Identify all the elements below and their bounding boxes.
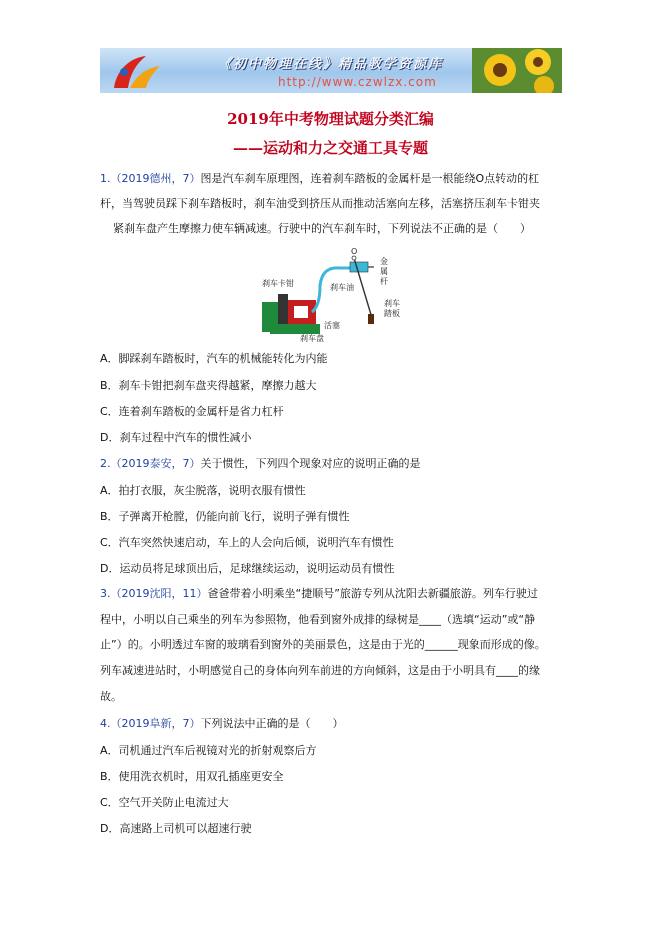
q3-line-1 <box>100 587 538 601</box>
q1-line-2: 杆，当驾驶员踩下刹车踏板时，刹车油受到挤压从而推动活塞向左移，活塞挤压刹车卡钳夹 <box>100 197 540 210</box>
brake-pedal-shape <box>368 314 374 324</box>
banner-url: http://www.czwlzx.com <box>278 75 437 89</box>
q1-text-1: 图是汽车刹车原理图，连着刹车踏板的金属杆是一根能绕O点转动的杠 <box>200 172 540 185</box>
page-title: 2019年中考物理试题分类汇编 <box>227 110 434 128</box>
q1-source: （2019德州，7） <box>110 172 201 185</box>
diagram-label-disc: 刹车盘 <box>300 334 324 343</box>
q3-line-5: 故。 <box>100 690 122 703</box>
diagram-label-pedal-1: 刹车 <box>384 299 400 308</box>
q2-source: （2019泰安，7） <box>110 457 201 470</box>
q2-option-b: B．子弹离开枪膛，仍能向前飞行，说明子弹有惯性 <box>100 510 350 523</box>
q2-number: 2. <box>100 457 111 470</box>
diagram-label-rod-3: 杆 <box>380 277 388 286</box>
pivot-point-shape <box>352 256 356 260</box>
header-banner <box>100 48 562 93</box>
diagram-label-pedal-2: 踏板 <box>384 309 400 318</box>
q1-option-d: D．刹车过程中汽车的惯性减小 <box>100 431 252 444</box>
q4-stem <box>100 717 344 731</box>
q1-option-a: A．脚踩刹车踏板时，汽车的机械能转化为内能 <box>100 352 328 365</box>
q4-option-b: B．使用洗衣机时，用双孔插座更安全 <box>100 770 284 783</box>
q3-number: 3. <box>100 587 111 600</box>
diagram-label-oil: 刹车油 <box>330 283 354 292</box>
diagram-label-o: O <box>351 247 358 256</box>
q1-line-1 <box>100 172 539 186</box>
sunflower-icon <box>472 48 562 93</box>
q2-option-a: A．拍打衣服，灰尘脱落，说明衣服有惯性 <box>100 484 306 497</box>
q4-number: 4. <box>100 717 111 730</box>
q1-line-3: 紧刹车盘产生摩擦力使车辆减速。行驶中的汽车刹车时，下列说法不正确的是（ ） <box>113 222 531 235</box>
q4-text: 下列说法中正确的是（ ） <box>200 717 344 730</box>
q3-line-4: 列车减速进站时，小明感觉自己的身体向列车前进的方向倾斜，这是由于小明具有____的缘 <box>100 664 540 677</box>
q3-source: （2019沈阳，11） <box>110 587 208 600</box>
q4-source: （2019阜新，7） <box>110 717 201 730</box>
q2-text: 关于惯性，下列四个现象对应的说明正确的是 <box>200 457 421 470</box>
q1-option-c: C．连着刹车踏板的金属杆是省力杠杆 <box>100 405 284 418</box>
q3-line-3: 止”）的。小明透过车窗的玻璃看到窗外的美丽景色，这是由于光的______现象而形成的像。 <box>100 638 546 651</box>
q2-option-c: C．汽车突然快速启动，车上的人会向后倾，说明汽车有惯性 <box>100 536 394 549</box>
q3-line-2: 程中，小明以自己乘坐的列车为参照物，他看到窗外成排的绿树是____（选填“运动”或“静 <box>100 613 536 626</box>
banner-title: 《初中物理在线》精品教学资源库 <box>218 57 444 72</box>
diagram-label-piston: 活塞 <box>324 321 340 330</box>
q3-text-1: 爸爸带着小明乘坐“捷顺号”旅游专列从沈阳去新疆旅游。列车行驶过 <box>207 587 538 600</box>
site-logo-icon <box>106 50 166 92</box>
diagram-label-caliper: 刹车卡钳 <box>262 279 294 288</box>
q4-option-a: A．司机通过汽车后视镜对光的折射观察后方 <box>100 744 317 757</box>
master-cylinder-shape <box>350 262 368 272</box>
q4-option-c: C．空气开关防止电流过大 <box>100 796 229 809</box>
q2-option-d: D．运动员将足球顶出后，足球继续运动，说明运动员有惯性 <box>100 562 395 575</box>
diagram-label-rod-1: 金 <box>380 257 388 266</box>
q4-option-d: D．高速路上司机可以超速行驶 <box>100 822 252 835</box>
q1-option-b: B．刹车卡钳把刹车盘夹得越紧，摩擦力越大 <box>100 379 317 392</box>
q1-number: 1. <box>100 172 111 185</box>
q2-stem <box>100 457 421 471</box>
diagram-label-rod-2: 属 <box>380 267 388 276</box>
page-subtitle: ——运动和力之交通工具专题 <box>232 139 428 157</box>
brake-diagram <box>250 246 410 346</box>
